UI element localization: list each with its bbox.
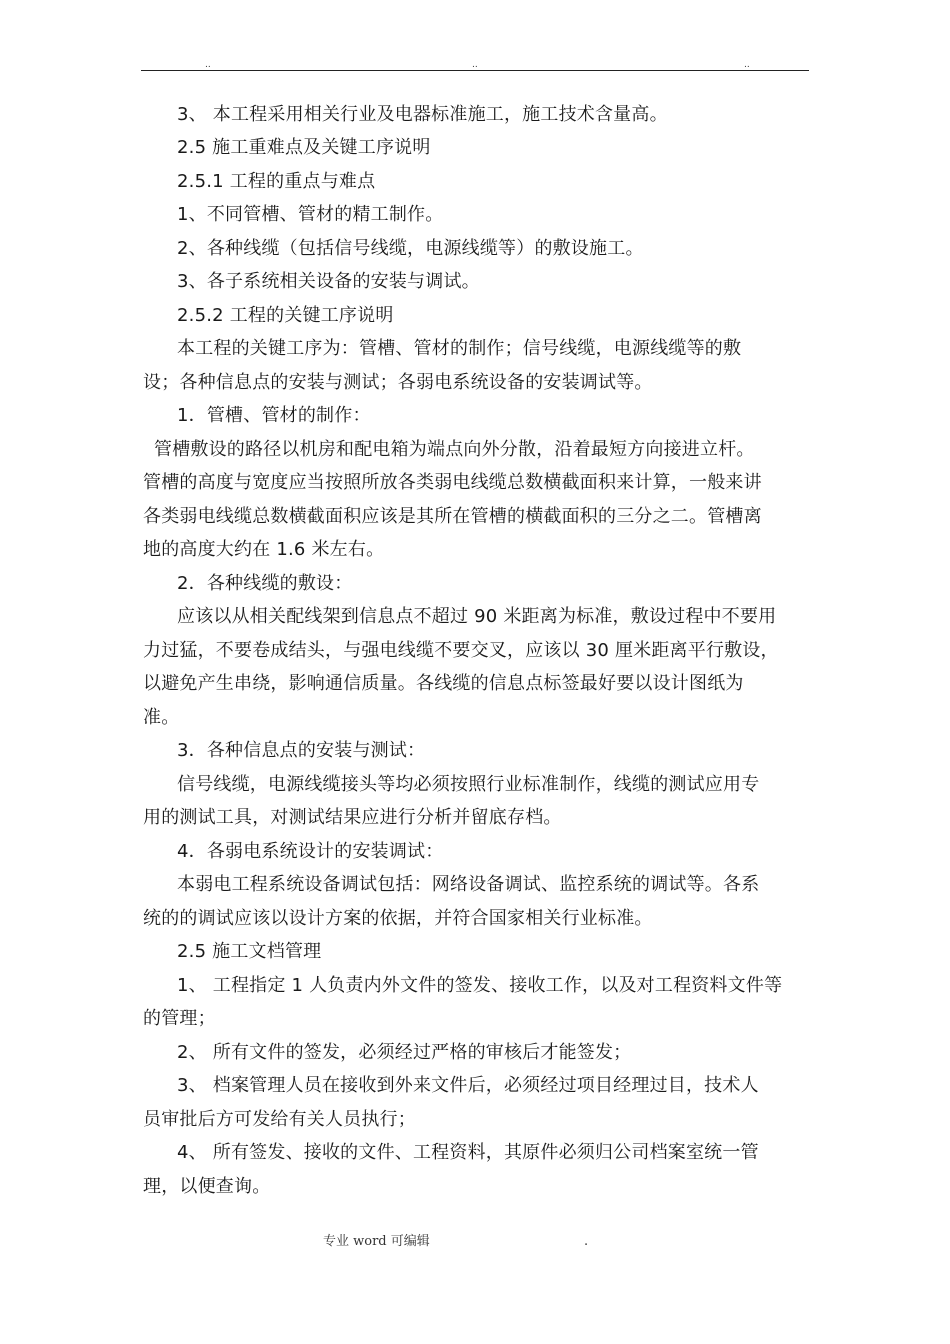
- text-line: 力过猛，不要卷成结头，与强电线缆不要交叉，应该以 30 厘米距离平行敷设，: [143, 640, 779, 661]
- text-line: 3、 档案管理人员在接收到外来文件后，必须经过项目经理过目，技术人: [177, 1075, 759, 1096]
- footer-text: 专业 word 可编辑: [323, 1234, 430, 1249]
- text-line: 本弱电工程系统设备调试包括：网络设备调试、监控系统的调试等。各系: [177, 874, 760, 895]
- item-heading: 1．管槽、管材的制作：: [177, 405, 371, 426]
- text-line: 信号线缆，电源线缆接头等均必须按照行业标准制作，线缆的测试应用专: [177, 774, 760, 795]
- section-heading: 2.5 施工文档管理: [177, 941, 322, 962]
- text-line: 本工程的关键工序为：管槽、管材的制作；信号线缆，电源线缆等的敷: [177, 338, 742, 359]
- item-heading: 3．各种信息点的安装与测试：: [177, 740, 426, 761]
- text-line: 1、 工程指定 1 人负责内外文件的签发、接收工作，以及对工程资料文件等: [177, 975, 783, 996]
- text-line: 应该以从相关配线架到信息点不超过 90 米距离为标准，敷设过程中不要用: [177, 606, 777, 627]
- text-line: 3、 本工程采用相关行业及电器标准施工，施工技术含量高。: [177, 104, 668, 125]
- text-line: 3、各子系统相关设备的安装与调试。: [177, 271, 480, 292]
- text-line: 1、不同管槽、管材的精工制作。: [177, 204, 444, 225]
- item-heading: 4．各弱电系统设计的安装调试：: [177, 841, 444, 862]
- text-line: 设；各种信息点的安装与测试；各弱电系统设备的安装调试等。: [143, 372, 653, 393]
- text-line: 地的高度大约在 1.6 米左右。: [143, 539, 385, 560]
- subsection-heading: 2.5.2 工程的关键工序说明: [177, 305, 394, 326]
- text-line: 以避免产生串绕，影响通信质量。各线缆的信息点标签最好要以设计图纸为: [143, 673, 744, 694]
- text-line: 统的的调试应该以设计方案的依据，并符合国家相关行业标准。: [143, 908, 653, 929]
- text-line: 4、 所有签发、接收的文件、工程资料，其原件必须归公司档案室统一管: [177, 1142, 759, 1163]
- item-heading: 2．各种线缆的敷设：: [177, 573, 353, 594]
- footer-dot: .: [584, 1234, 589, 1249]
- text-line: 2、 所有文件的签发，必须经过严格的审核后才能签发；: [177, 1042, 632, 1063]
- text-line: 用的测试工具，对测试结果应进行分析并留底存档。: [143, 807, 562, 828]
- text-line: 管槽的高度与宽度应当按照所放各类弱电线缆总数横截面积来计算，一般来讲: [143, 472, 762, 493]
- text-line: 各类弱电线缆总数横截面积应该是其所在管槽的横截面积的三分之二。管槽离: [143, 506, 762, 527]
- text-line: 员审批后方可发给有关人员执行；: [143, 1109, 416, 1130]
- section-heading: 2.5 施工重难点及关键工序说明: [177, 137, 431, 158]
- text-line: 2、各种线缆（包括信号线缆，电源线缆等）的敷设施工。: [177, 238, 644, 259]
- header-dot-center: ..: [472, 60, 478, 70]
- text-line: 管槽敷设的路径以机房和配电箱为端点向外分散，沿着最短方向接进立杆。: [154, 439, 755, 460]
- header-dot-right: ..: [744, 60, 750, 70]
- header-rule: [141, 70, 809, 71]
- header-dot-left: ..: [205, 60, 211, 70]
- text-line: 的管理；: [143, 1008, 216, 1029]
- text-line: 理，以便查询。: [143, 1176, 271, 1197]
- subsection-heading: 2.5.1 工程的重点与难点: [177, 171, 376, 192]
- text-line: 准。: [143, 707, 180, 728]
